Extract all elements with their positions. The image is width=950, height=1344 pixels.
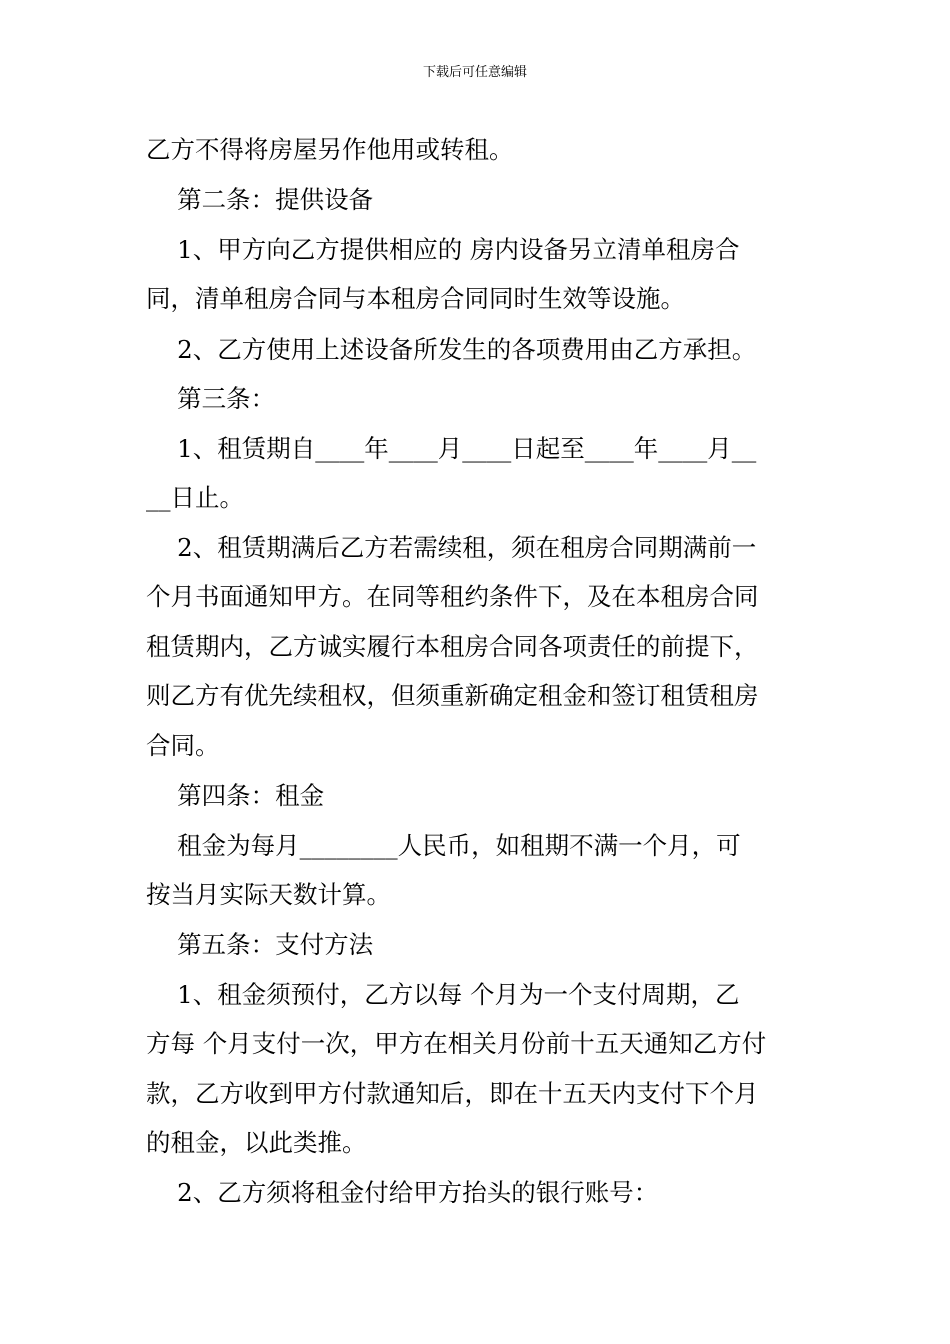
text-line: 则乙方有优先续租权，但须重新确定租金和签订租赁租房 xyxy=(146,681,759,710)
section-heading: 第三条： xyxy=(146,384,276,413)
text-line: 个月书面通知甲方。在同等租约条件下，及在本租房合同 xyxy=(146,582,759,611)
text-line: 租金为每月________人民币，如租期不满一个月，可 xyxy=(146,831,741,860)
text-line: 2、乙方使用上述设备所发生的各项费用由乙方承担。 xyxy=(146,335,757,364)
section-heading: 第四条：租金 xyxy=(146,781,325,810)
text-line: __日止。 xyxy=(146,483,244,512)
text-line: 的租金，以此类推。 xyxy=(146,1128,367,1157)
text-line: 2、乙方须将租金付给甲方抬头的银行账号： xyxy=(146,1178,659,1207)
page-header: 下载后可任意编辑 xyxy=(422,65,527,80)
text-line: 合同。 xyxy=(146,731,220,760)
text-line: 1、甲方向乙方提供相应的 房内设备另立清单租房合 xyxy=(146,235,740,264)
text-line: 按当月实际天数计算。 xyxy=(146,880,391,909)
text-line: 乙方不得将房屋另作他用或转租。 xyxy=(146,135,514,164)
text-line: 同，清单租房合同与本租房合同同时生效等设施。 xyxy=(146,284,685,313)
text-line: 1、租赁期自____年____月____日起至____年____月__ xyxy=(146,434,757,463)
text-line: 2、租赁期满后乙方若需续租，须在租房合同期满前一 xyxy=(146,533,757,562)
section-heading: 第五条：支付方法 xyxy=(146,930,374,959)
section-heading: 第二条：提供设备 xyxy=(146,185,374,214)
text-line: 款，乙方收到甲方付款通知后，即在十五天内支付下个月 xyxy=(146,1079,759,1108)
text-line: 方每 个月支付一次，甲方在相关月份前十五天通知乙方付 xyxy=(146,1029,767,1058)
text-line: 租赁期内，乙方诚实履行本租房合同各项责任的前提下， xyxy=(146,632,759,661)
text-line: 1、租金须预付，乙方以每 个月为一个支付周期，乙 xyxy=(146,980,740,1009)
